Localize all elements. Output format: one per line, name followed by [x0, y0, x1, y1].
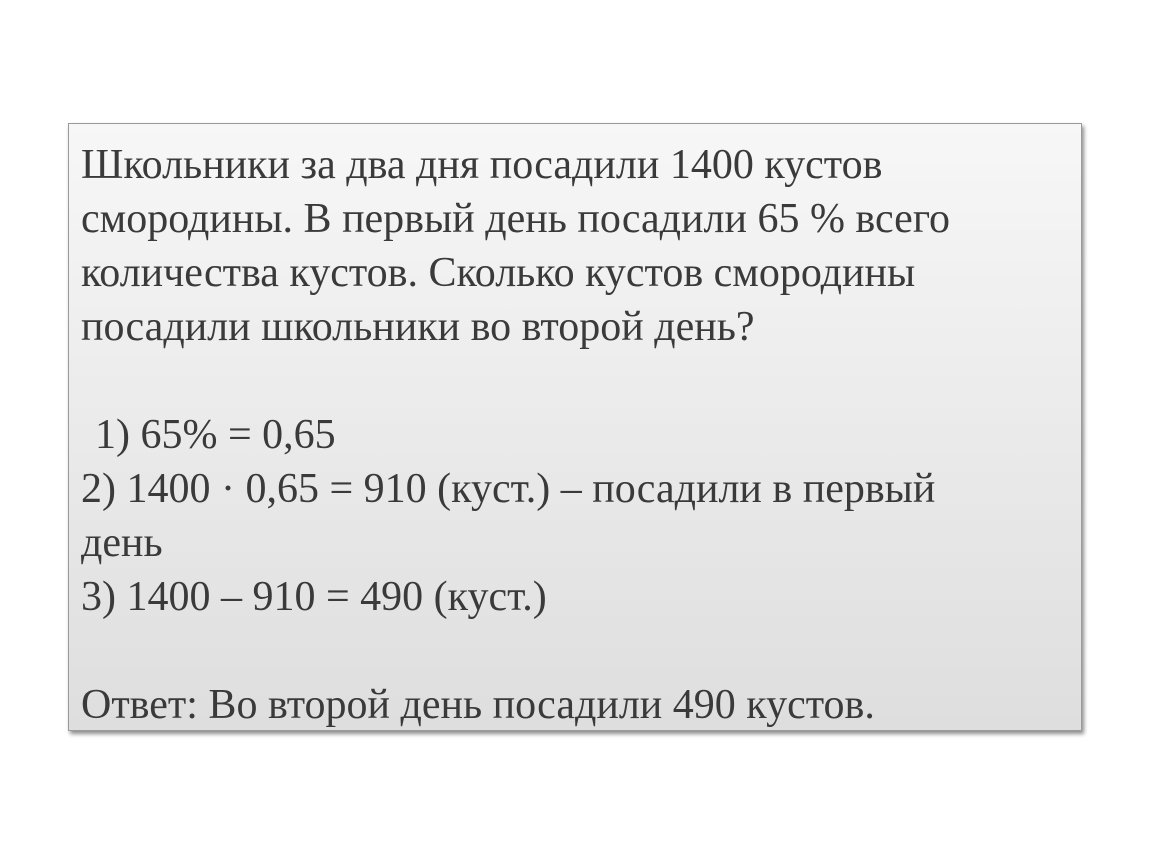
- slide-text-box: [68, 123, 1082, 731]
- answer-line: Ответ: Во второй день посадили 490 кустов.: [81, 682, 875, 728]
- problem-line-2: смородины. В первый день посадили 65 % всего: [81, 196, 950, 242]
- problem-line-4: посадили школьники во второй день?: [81, 304, 755, 350]
- problem-line-3: количества кустов. Сколько кустов смородины: [81, 250, 916, 296]
- solution-step-3: 3) 1400 – 910 = 490 (куст.): [81, 574, 547, 620]
- solution-step-2: 2) 1400 · 0,65 = 910 (куст.) – посадили в первый: [81, 466, 936, 512]
- spacer: [81, 624, 1069, 678]
- problem-line-1: Школьники за два дня посадили 1400 кустов: [81, 142, 883, 188]
- spacer: [81, 354, 1069, 408]
- solution-step-1: 1) 65% = 0,65: [95, 412, 336, 458]
- solution-step-2-continued: день: [81, 520, 163, 566]
